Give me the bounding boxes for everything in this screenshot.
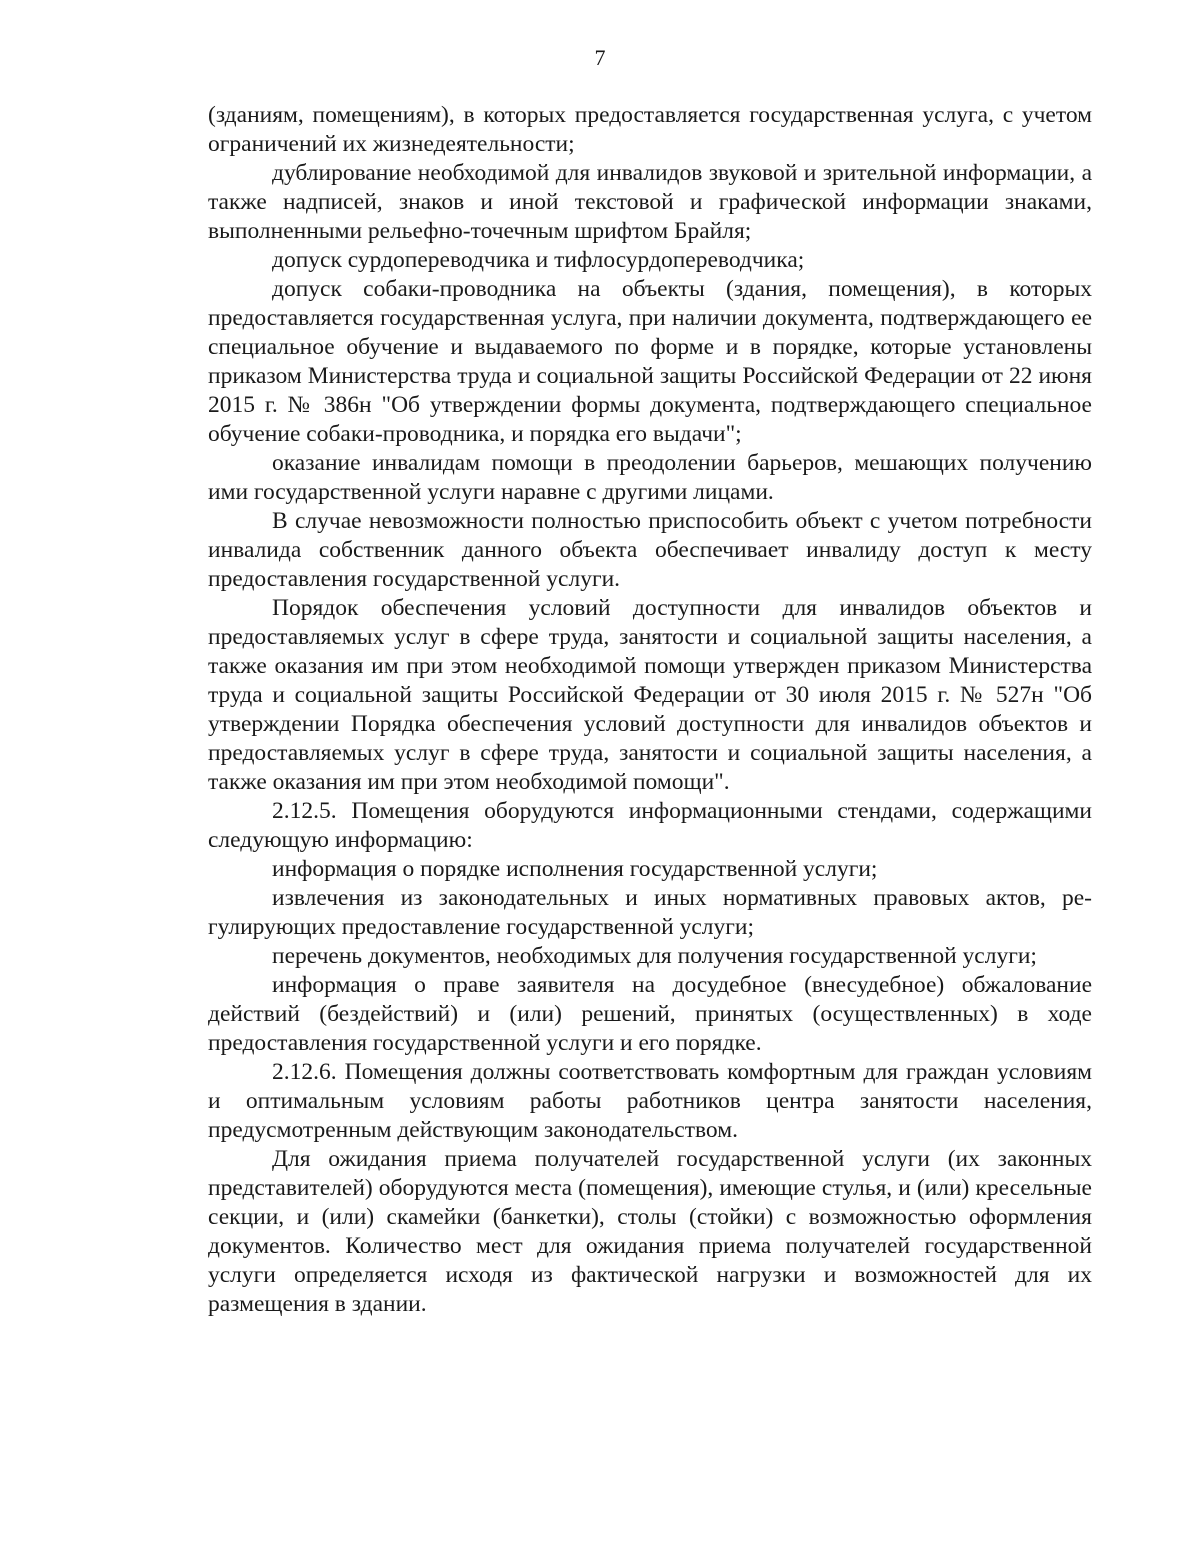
paragraph-documents-list: перечень документов, необходимых для получения государственной услуги; [272,943,1037,969]
page-number: 7 [594,45,606,70]
paragraph-continuation: (зданиям, помещениям), в которых предоставляется государственная услуга, с учетом ограничений их жизнедеятельности; [208,102,1092,157]
paragraph-assistance: оказание инвалидам помощи в преодолении барьеров, мешающих получению ими государственной услуги наравне с другими лицами. [208,450,1092,505]
paragraph-2-12-5: 2.12.5. Помещения оборудуются информационными стендами, содержащими следующую информацию: [208,798,1092,853]
paragraph-legal-extracts: извлечения из законодательных и иных нормативных правовых актов, регулирующих предоставление государственной услуги; [208,885,1092,940]
paragraph-waiting-places: Для ожидания приема получателей государственной услуги (их законных представителей) оборудуются места (помещения), имеющие стулья, и (или) кресельные секции, и (или) скамейки (банкетки), столы (стойки) с возможностью оформления документов. Количество мест для ожидания приема получателей государственной услуги определяется исходя из фактической нагрузки и возможностей для их размещения в здании. [208,1146,1092,1317]
document-body [208,101,1092,1319]
paragraph-appeal-right: информация о праве заявителя на досудебное (внесудебное) обжалование действий (бездействий) и (или) решений, принятых (осуществленных) в ходе предоставления государственной услуги и его порядке. [208,972,1092,1056]
paragraph-accessibility-order: Порядок обеспечения условий доступности для инвалидов объектов и предоставляемых услуг в сфере труда, занятости и социальной защиты населения, а также оказания им при этом необходимой помощи утвержден приказом Министерства труда и социальной защиты Российской Федерации от 30 июля 2015 г. № 527н "Об утверждении Порядка обеспечения условий доступности для инвалидов объектов и предоставляемых услуг в сфере труда, занятости и социальной защиты населения, а также оказания им при этом необходимой помощи". [208,595,1092,795]
paragraph-sign-interpreter: допуск сурдопереводчика и тифлосурдопереводчика; [272,247,805,273]
paragraph-guide-dog: допуск собаки-проводника на объекты (здания, помещения), в которых предоставляется государственная услуга, при наличии документа, подтверждающего ее специальное обучение и выдаваемого по форме и в порядке, которые установлены приказом Министерства труда и социальной защиты Российской Федерации от 22 июня 2015 г. № 386н "Об утверждении формы документа, подтверждающего специальное обучение собаки-проводника, и порядка его выдачи"; [208,276,1092,447]
paragraph-info-procedure: информация о порядке исполнения государственной услуги; [272,856,878,882]
paragraph-impossibility: В случае невозможности полностью приспособить объект с учетом потребности инвалида собственник данного объекта обеспечивает инвалиду доступ к месту предоставления государственной услуги. [208,508,1092,592]
paragraph-2-12-6: 2.12.6. Помещения должны соответствовать комфортным для граждан условиям и оптимальным условиям работы работников центра занятости населения, предусмотренным действующим законодательством. [208,1059,1092,1143]
paragraph-duplication: дублирование необходимой для инвалидов звуковой и зрительной информации, а также надписей, знаков и иной текстовой и графической информации знаками, выполненными рельефно-точечным шрифтом Брайля; [208,160,1092,244]
